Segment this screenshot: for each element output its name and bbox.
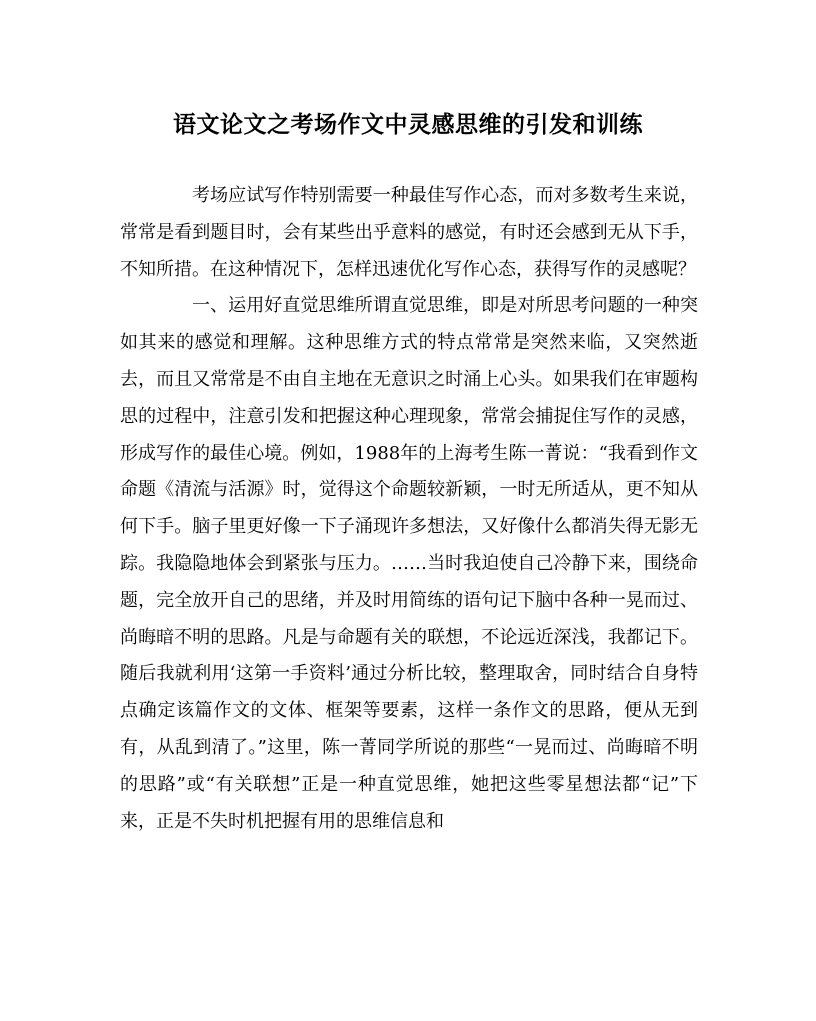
- paragraph-intuitive-thinking: 一、运用好直觉思维所谓直觉思维，即是对所思考问题的一种突如其来的感觉和理解。这种思维方式的特点常常是突然来临，又突然逝去，而且又常常是不由自主地在无意识之时涌上心头。如果我们在审题构思的过程中，注意引发和把握这种心理现象，常常会捕捉住写作的灵感，形成写作的最佳心境。例如，1988年的上海考生陈一菁说：“我看到作文命题《清流与活源》时，觉得这个命题较新颖，一时无所适从，更不知从何下手。脑子里更好像一下子涌现许多想法，又好像什么都消失得无影无踪。我隐隐地体会到紧张与压力。……当时我迫使自己冷静下来，围绕命题，完全放开自己的思绪，并及时用简练的语句记下脑中各种一晃而过、尚晦暗不明的思路。凡是与命题有关的联想，不论远近深浅，我都记下。随后我就利用‘这第一手资料’通过分析比较，整理取舍，同时结合自身特点确定该篇作文的文体、框架等要素，这样一条作文的思路，便从无到有，从乱到清了。”这里，陈一菁同学所说的那些“一晃而过、尚晦暗不明的思路”或“有关联想”正是一种直觉思维，她把这些零星想法都“记”下来，正是不失时机把握有用的思维信息和: [120, 295, 698, 832]
- paragraph-intro: 考场应试写作特别需要一种最佳写作心态，而对多数考生来说，常常是看到题目时，会有某些出乎意料的感觉，有时还会感到无从下手，不知所措。在这种情况下，怎样迅速优化写作心态，获得写作的灵感呢？: [120, 185, 698, 280]
- document-body: [120, 178, 698, 840]
- document-title: 语文论文之考场作文中灵感思维的引发和训练: [173, 111, 643, 138]
